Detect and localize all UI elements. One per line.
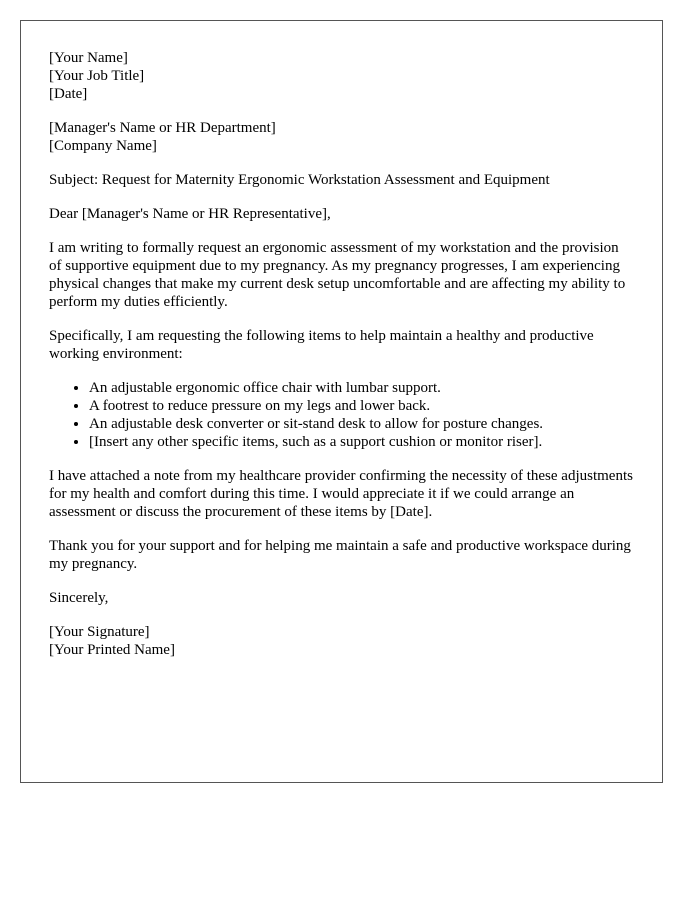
list-item: • A footrest to reduce pressure on my legs and lower back.	[89, 397, 634, 415]
list-item: • [Insert any other specific items, such as a support cushion or monitor riser].	[89, 433, 634, 451]
sender-job-title: [Your Job Title]	[49, 68, 145, 84]
body-paragraph: I am writing to formally request an ergonomic assessment of my workstation and the provision of supportive equipment due to my pregnancy. As my pregnancy progresses, I am experiencing physical changes that make my current desk setup uncomfortable and are affecting my ability to perform my duties efficiently.	[49, 240, 626, 310]
signature-block	[49, 623, 634, 659]
sender-date: [Date]	[49, 86, 88, 102]
recipient-block	[49, 119, 634, 155]
requested-items-list	[49, 379, 634, 451]
body-paragraph: Specifically, I am requesting the following items to help maintain a healthy and productive working environment:	[49, 328, 594, 362]
body-paragraph: I have attached a note from my healthcare provider confirming the necessity of these adjustments for my health and comfort during this time. I would appreciate it if we could arrange an assessment or discuss the procurement of these items by [Date].	[49, 468, 633, 520]
salutation: Dear [Manager's Name or HR Representative],	[49, 206, 331, 222]
recipient-name: [Manager's Name or HR Department]	[49, 120, 276, 136]
sender-name: [Your Name]	[49, 50, 128, 66]
sender-block	[49, 49, 634, 103]
printed-name: [Your Printed Name]	[49, 642, 175, 658]
recipient-company: [Company Name]	[49, 138, 157, 154]
body-paragraph: Thank you for your support and for helping me maintain a safe and productive workspace during my pregnancy.	[49, 538, 631, 572]
letter	[20, 20, 663, 783]
subject-line: Subject: Request for Maternity Ergonomic Workstation Assessment and Equipment	[49, 172, 550, 188]
closing: Sincerely,	[49, 590, 109, 606]
list-item: • An adjustable ergonomic office chair with lumbar support.	[89, 379, 634, 397]
list-item: • An adjustable desk converter or sit-stand desk to allow for posture changes.	[89, 415, 634, 433]
signature: [Your Signature]	[49, 624, 150, 640]
